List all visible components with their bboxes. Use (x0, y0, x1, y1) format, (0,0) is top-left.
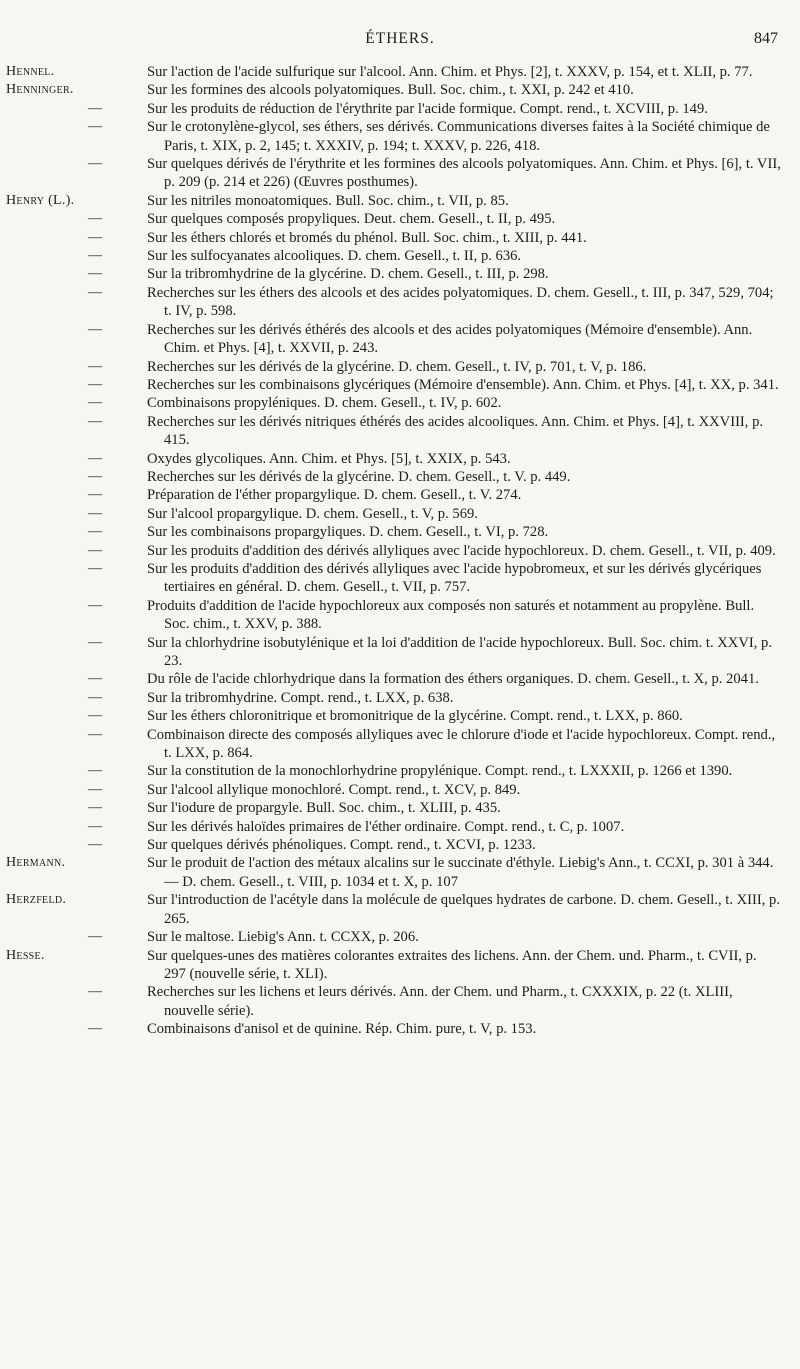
ditto-mark: — (88, 634, 102, 650)
bibliography-entry (0, 505, 800, 523)
ditto-mark: — (88, 156, 102, 172)
ditto-mark: — (88, 689, 102, 705)
entry-text: Sur le crotonylène-glycol, ses éthers, ses dérivés. Communications diverses faites à la Société chimique de Paris, t. XIX, p. 2, 145; t. XXXIV, p. 194; t. XXXV, p. 226, 418. (147, 119, 770, 154)
author-name: Henninger. (6, 82, 74, 98)
ditto-mark: — (88, 542, 102, 558)
entry-text: Sur l'action de l'acide sulfurique sur l'alcool. Ann. Chim. et Phys. [2], t. XXXV, p. 154, et t. XLII, p. 77. (147, 64, 753, 80)
bibliography-entry (0, 799, 800, 817)
entry-text: Oxydes glycoliques. Ann. Chim. et Phys. [5], t. XXIX, p. 543. (147, 450, 511, 467)
bibliography-entry (0, 836, 800, 854)
entry-text: Recherches sur les éthers des alcools et des acides polyatomiques. D. chem. Gesell., t. III, p. 347, 529, 704; t. IV, p. 598. (147, 284, 774, 320)
bibliography-entry (0, 634, 800, 671)
bibliography-entry (0, 413, 800, 450)
entry-text: Sur les éthers chlorés et bromés du phénol. Bull. Soc. chim., t. XIII, p. 441. (147, 229, 587, 246)
bibliography-entry (0, 81, 800, 99)
bibliography-entry (0, 210, 800, 228)
ditto-mark: — (88, 266, 102, 282)
ditto-mark: — (88, 358, 102, 374)
entry-text: Produits d'addition de l'acide hypochloreux aux composés non saturés et notamment au propylène. Bull. Soc. chim., t. XXV, p. 388. (147, 597, 755, 633)
bibliography-entry (0, 118, 800, 155)
ditto-mark: — (88, 560, 102, 576)
entry-text: Recherches sur les dérivés de la glycérine. D. chem. Gesell., t. IV, p. 701, t. V, p. 186. (147, 358, 647, 375)
entry-text: Sur le maltose. Liebig's Ann. t. CCXX, p. 206. (147, 929, 419, 946)
bibliography-entry (0, 265, 800, 283)
entry-text: Sur l'alcool propargylique. D. chem. Gesell., t. V, p. 569. (147, 505, 478, 522)
ditto-mark: — (88, 837, 102, 853)
entry-text: Sur les combinaisons propargyliques. D. chem. Gesell., t. VI, p. 728. (147, 524, 549, 541)
ditto-mark: — (88, 376, 102, 392)
bibliography-entry (0, 192, 800, 210)
bibliography-entry (0, 523, 800, 541)
ditto-mark: — (88, 726, 102, 742)
bibliography-entry (0, 726, 800, 763)
entry-text: Sur l'iodure de propargyle. Bull. Soc. chim., t. XLIII, p. 435. (147, 800, 501, 817)
author-name: Hennel. (6, 64, 55, 79)
entry-text: Sur les produits d'addition des dérivés allyliques avec l'acide hypobromeux, et sur les dérivés glycériques tertiaires en général. D. chem. Gesell., t. VII, p. 757. (147, 560, 762, 596)
bibliography-entry (0, 450, 800, 468)
entry-text: Recherches sur les lichens et leurs dérivés. Ann. der Chem. und Pharm., t. CXXXIX, p. 22 (t. XLIII, nouvelle série). (147, 984, 733, 1019)
bibliography-entry (0, 928, 800, 946)
running-title: ÉTHERS. (365, 30, 435, 47)
bibliography-entry (0, 670, 800, 688)
entry-text: Sur l'introduction de l'acétyle dans la molécule de quelques hydrates de carbone. D. chem. Gesell., t. XIII, p. 265. (147, 892, 780, 927)
bibliography-entry (0, 983, 800, 1020)
bibliography-entry (0, 100, 800, 118)
entry-text: Sur quelques-unes des matières colorantes extraites des lichens. Ann. der Chem. und. Pharm., t. CVII, p. 297 (nouvelle série, t. XLI). (147, 947, 757, 982)
ditto-mark: — (88, 1021, 102, 1037)
entry-text: Sur la tribromhydrine de la glycérine. D. chem. Gesell., t. III, p. 298. (147, 266, 549, 283)
bibliography-entry (0, 1020, 800, 1038)
ditto-mark: — (88, 708, 102, 724)
ditto-mark: — (88, 597, 102, 613)
bibliography-entry (0, 486, 800, 504)
bibliography-entry (0, 762, 800, 780)
entry-text: Recherches sur les combinaisons glycériques (Mémoire d'ensemble). Ann. Chim. et Phys. [4], t. XX, p. 341. (147, 376, 779, 393)
ditto-mark: — (88, 119, 102, 135)
bibliography-entry (0, 321, 800, 358)
entry-text: Sur les éthers chloronitrique et bromonitrique de la glycérine. Compt. rend., t. LXX, p. 860. (147, 708, 683, 725)
entry-text: Recherches sur les dérivés éthérés des alcools et des acides polyatomiques (Mémoire d'ensemble). Ann. Chim. et Phys. [4], t. XXVII, p. 243. (147, 321, 753, 357)
ditto-mark: — (88, 413, 102, 429)
entry-text: Sur les nitriles monoatomiques. Bull. Soc. chim., t. VII, p. 85. (147, 192, 509, 209)
entry-text: Sur les produits d'addition des dérivés allyliques avec l'acide hypochloreux. D. chem. Gesell., t. VII, p. 409. (147, 542, 776, 559)
bibliography-entry (0, 63, 800, 81)
author-name: Hermann. (6, 855, 66, 871)
bibliography-entry (0, 854, 800, 891)
bibliography-entry (0, 597, 800, 634)
entry-text: Du rôle de l'acide chlorhydrique dans la formation des éthers organiques. D. chem. Gesell., t. X, p. 2041. (147, 671, 759, 688)
entry-text: Combinaisons propyléniques. D. chem. Gesell., t. IV, p. 602. (147, 395, 502, 412)
bibliography-entry (0, 707, 800, 725)
entry-text: Préparation de l'éther propargylique. D. chem. Gesell., t. V. 274. (147, 487, 522, 504)
bibliography-entry (0, 560, 800, 597)
entry-text: Sur la chlorhydrine isobutylénique et la loi d'addition de l'acide hypochloreux. Bull. Soc. chim. t. XXVI, p. 23. (147, 634, 772, 669)
author-name: Hesse. (6, 947, 45, 963)
entry-text: Sur la tribromhydrine. Compt. rend., t. LXX, p. 638. (147, 689, 454, 706)
bibliography-entry (0, 781, 800, 799)
ditto-mark: — (88, 321, 102, 337)
ditto-mark: — (88, 505, 102, 521)
ditto-mark: — (88, 524, 102, 540)
entry-text: Sur quelques dérivés de l'érythrite et les formines des alcools polyatomiques. Ann. Chim. et Phys. [6], t. VII, p. 209 (p. 214 et 226) (Œuvres posthumes). (147, 156, 781, 191)
ditto-mark: — (88, 450, 102, 466)
ditto-mark: — (88, 781, 102, 797)
entry-text: Combinaisons d'anisol et de quinine. Rép. Chim. pure, t. V, p. 153. (147, 1021, 537, 1038)
bibliography-entry (0, 229, 800, 247)
ditto-mark: — (88, 818, 102, 834)
entry-text: Sur les formines des alcools polyatomiques. Bull. Soc. chim., t. XXI, p. 242 et 410. (147, 82, 634, 99)
bibliography-entry (0, 376, 800, 394)
bibliography-entry (0, 468, 800, 486)
bibliography-entry (0, 247, 800, 265)
bibliography-entry (0, 542, 800, 560)
entry-text: Sur la constitution de la monochlorhydrine propylénique. Compt. rend., t. LXXXII, p. 1266 et 1390. (147, 763, 733, 780)
ditto-mark: — (88, 284, 102, 300)
bibliography-entry (0, 155, 800, 192)
bibliography-entry (0, 394, 800, 412)
ditto-mark: — (88, 763, 102, 779)
ditto-mark: — (88, 487, 102, 503)
bibliography-list (0, 63, 800, 1039)
bibliography-entry (0, 891, 800, 928)
entry-text: Sur l'alcool allylique monochloré. Compt. rend., t. XCV, p. 849. (147, 781, 521, 798)
entry-text: Sur le produit de l'action des métaux alcalins sur le succinate d'éthyle. Liebig's Ann., t. CCXI, p. 301 à 344. — D. chem. Gesell., t. VIII, p. 1034 et t. X, p. 107 (147, 855, 774, 890)
ditto-mark: — (88, 984, 102, 1000)
bibliography-entry (0, 284, 800, 321)
bibliography-entry (0, 818, 800, 836)
bibliography-entry (0, 947, 800, 984)
author-name: Herzfeld. (6, 892, 67, 908)
entry-text: Sur quelques dérivés phénoliques. Compt. rend., t. XCVI, p. 1233. (147, 837, 536, 854)
entry-text: Sur les dérivés haloïdes primaires de l'éther ordinaire. Compt. rend., t. C, p. 1007. (147, 818, 625, 835)
ditto-mark: — (88, 100, 102, 116)
ditto-mark: — (88, 395, 102, 411)
entry-text: Sur les sulfocyanates alcooliques. D. chem. Gesell., t. II, p. 636. (147, 248, 522, 265)
bibliography-entry (0, 358, 800, 376)
ditto-mark: — (88, 929, 102, 945)
ditto-mark: — (88, 468, 102, 484)
ditto-mark: — (88, 671, 102, 687)
bibliography-entry (0, 689, 800, 707)
entry-text: Recherches sur les dérivés nitriques éthérés des acides alcooliques. Ann. Chim. et Phys. [4], t. XXVIII, p. 415. (147, 413, 764, 449)
ditto-mark: — (88, 211, 102, 227)
ditto-mark: — (88, 248, 102, 264)
entry-text: Recherches sur les dérivés de la glycérine. D. chem. Gesell., t. V. p. 449. (147, 468, 571, 485)
ditto-mark: — (88, 800, 102, 816)
entry-text: Combinaison directe des composés allyliques avec le chlorure d'iode et l'acide hypochloreux. Compt. rend., t. LXX, p. 864. (147, 726, 776, 762)
ditto-mark: — (88, 229, 102, 245)
entry-text: Sur les produits de réduction de l'érythrite par l'acide formique. Compt. rend., t. XCVIII, p. 149. (147, 100, 708, 117)
entry-text: Sur quelques composés propyliques. Deut. chem. Gesell., t. II, p. 495. (147, 211, 556, 228)
page-number: 847 (754, 30, 778, 47)
page-header (0, 30, 800, 52)
author-name: Henry (L.). (6, 192, 75, 208)
